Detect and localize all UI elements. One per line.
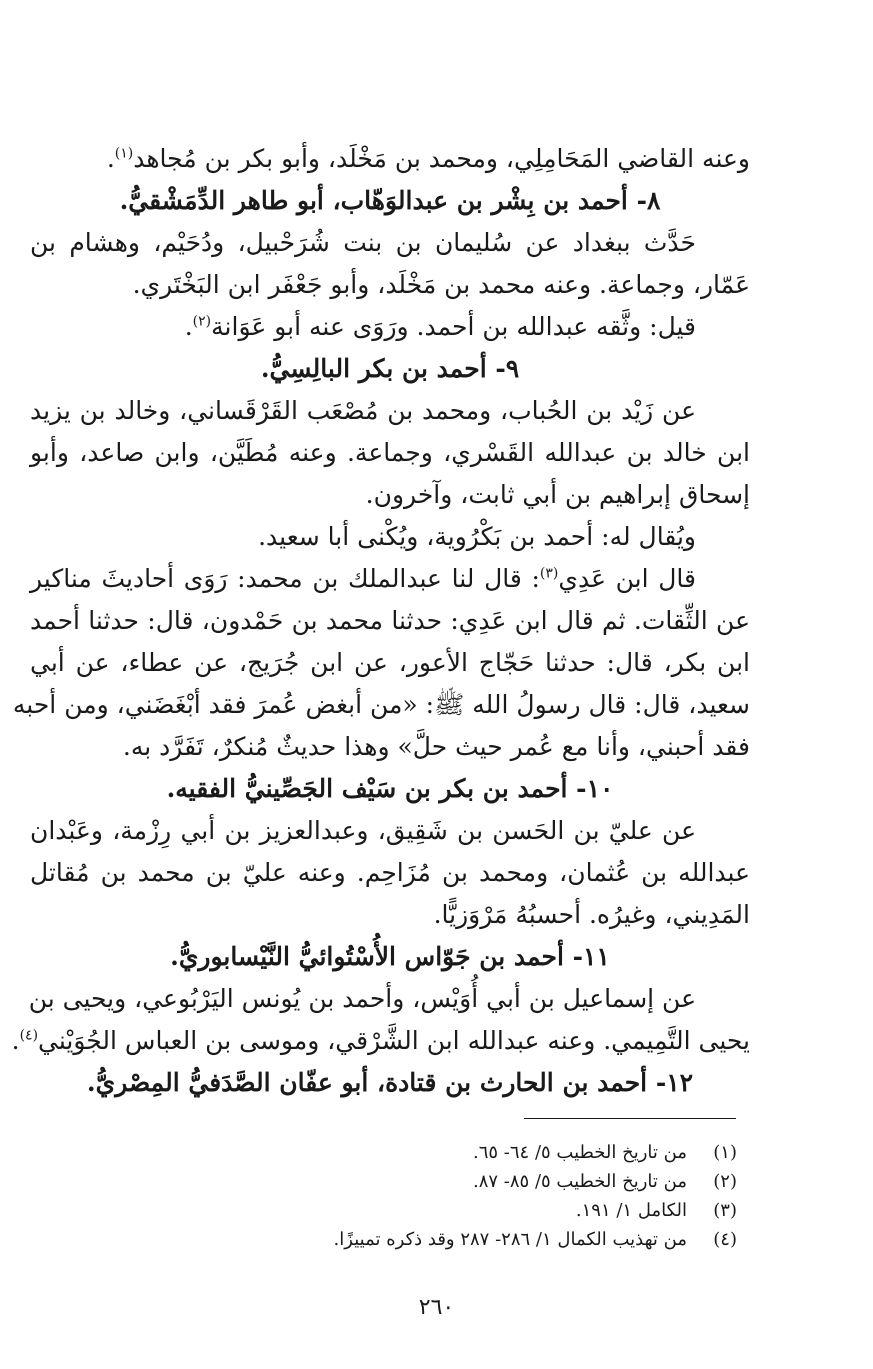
page-number: ٢٦٠: [418, 1295, 455, 1320]
footnote-number: (٢): [713, 1171, 737, 1192]
footnote: [200, 1225, 737, 1254]
text-line: [12, 684, 750, 726]
footnote-divider: [524, 1118, 736, 1119]
line-text: فقد أحبني، وأنا مع عُمر حيث حلَّ» وهذا حديثٌ مُنكرٌ، تَفَرَّد به.: [122, 732, 750, 761]
footnote-text: من تاريخ الخطيب ٥/ ٨٥- ٨٧.: [472, 1171, 687, 1192]
text-line: [30, 306, 750, 348]
text-line: [30, 474, 750, 516]
line-text: إسحاق إبراهيم بن أبي ثابت، وآخرون.: [365, 480, 750, 509]
footnote-number: (٤): [713, 1229, 737, 1250]
line-text: ١٠- أحمد بن بكر بن سَيْف الجَصِّينيُّ الفقيه.: [166, 774, 614, 803]
footnote-number: (٣): [713, 1200, 737, 1221]
line-text: ويُقال له: أحمد بن بَكْرُوية، ويُكْنى أبا سعيد.: [258, 522, 696, 551]
text-line: [30, 390, 750, 432]
footnote-ref: (٤): [19, 1027, 39, 1044]
text-line: [30, 432, 750, 474]
line-text: حَدَّث ببغداد عن سُليمان بن بنت شُرَحْبيل، ودُحَيْم، وهشام بن: [30, 228, 696, 257]
line-text: ٩- أحمد بن بكر البالِسِيُّ.: [260, 354, 520, 383]
text-line: [11, 1020, 750, 1062]
line-tail: .: [184, 312, 193, 341]
line-text: المَدِيني، وغيرُه. أحسبُهُ مَرْوَزيًّا.: [433, 900, 750, 929]
line-text: عبدالله بن عُثمان، ومحمد بن مُزَاحِم. وعنه عليّ بن محمد بن مُقاتل: [30, 858, 750, 887]
footnote-text: الكامل ١/ ١٩١.: [575, 1200, 687, 1221]
line-text: عن عليّ بن الحَسن بن شَقِيق، وعبدالعزيز بن أبي رِزْمة، وعَبْدان: [30, 816, 696, 845]
text-line: [30, 558, 750, 600]
footnote: [200, 1167, 737, 1196]
text-line: [30, 642, 750, 684]
entry-heading: [30, 348, 750, 390]
line-text: ١١- أحمد بن جَوّاس الأُسْتُوائيُّ النَّيْسابوريُّ.: [170, 942, 610, 971]
text-line: [30, 726, 750, 768]
footnote-ref: (٢): [192, 313, 212, 330]
line-text: سعيد، قال: قال رسولُ الله ﷺ: «من أبغض عُمرَ فقد أبْغَضَني، ومن أحبه: [12, 690, 750, 719]
text-line: [30, 264, 750, 306]
line-text: قال ابن عَدِي: [558, 564, 696, 593]
line-text: ٨- أحمد بن بِشْر بن عبدالوَهّاب، أبو طاهر الدِّمَشْقيُّ.: [119, 186, 661, 215]
text-line: [30, 978, 750, 1020]
text-line: [30, 810, 750, 852]
footnote-number: (١): [713, 1142, 737, 1163]
entry-heading: [30, 768, 750, 810]
footnote-ref: (١): [114, 145, 134, 162]
footnote: [200, 1138, 737, 1167]
text-line: [30, 894, 750, 936]
line-text: يحيى التَّمِيمي. وعنه عبدالله ابن الشَّرْقي، وموسى بن العباس الجُوَيْني: [38, 1026, 750, 1055]
line-text: عن إسماعيل بن أبي أُوَيْس، وأحمد بن يُونس اليَرْبُوعي، ويحيى بن: [28, 984, 696, 1013]
footnote-ref: (٣): [539, 565, 559, 582]
line-tail: .: [106, 144, 115, 173]
main-text: [11, 138, 750, 1104]
line-text: ١٢- أحمد بن الحارث بن قتادة، أبو عفّان الصَّدَفيُّ المِصْريُّ.: [86, 1068, 694, 1097]
footnote: [200, 1196, 737, 1225]
line-text: ابن بكر، قال: حدثنا حَجّاج الأعور، عن ابن جُرَيج، عن عطاء، عن أبي: [30, 648, 750, 677]
entry-heading: [30, 1062, 750, 1104]
footnotes: [200, 1138, 737, 1254]
line-text: عن الثِّقات. ثم قال ابن عَدِي: حدثنا محمد بن حَمْدون، قال: حدثنا أحمد: [30, 606, 750, 635]
line-tail: : قال لنا عبدالملك بن محمد: رَوَى أحاديثَ مناكير: [30, 564, 540, 593]
line-text: قيل: وثَّقه عبدالله بن أحمد. ورَوَى عنه أبو عَوَانة: [211, 312, 696, 341]
text-line: [30, 600, 750, 642]
text-line: [30, 138, 750, 180]
line-text: وعنه القاضي المَحَامِلِي، ومحمد بن مَخْلَد، وأبو بكر بن مُجاهد: [133, 144, 750, 173]
line-text: عن زَيْد بن الحُباب، ومحمد بن مُصْعَب القَرْقَساني، وخالد بن يزيد: [30, 396, 696, 425]
text-line: [30, 222, 750, 264]
footnote-text: من تهذيب الكمال ١/ ٢٨٦- ٢٨٧ وقد ذكره تمييزًا.: [333, 1229, 687, 1250]
footnote-text: من تاريخ الخطيب ٥/ ٦٤- ٦٥.: [472, 1142, 687, 1163]
line-tail: .: [11, 1026, 20, 1055]
entry-heading: [30, 936, 750, 978]
line-text: عَمّار، وجماعة. وعنه محمد بن مَخْلَد، وأبو جَعْفَر ابن البَخْتَري.: [132, 270, 750, 299]
line-text: ابن خالد بن عبدالله القَسْري، وجماعة. وعنه مُطَيَّن، وابن صاعد، وأبو: [30, 438, 750, 467]
entry-heading: [30, 180, 750, 222]
text-line: [30, 516, 750, 558]
text-line: [30, 852, 750, 894]
